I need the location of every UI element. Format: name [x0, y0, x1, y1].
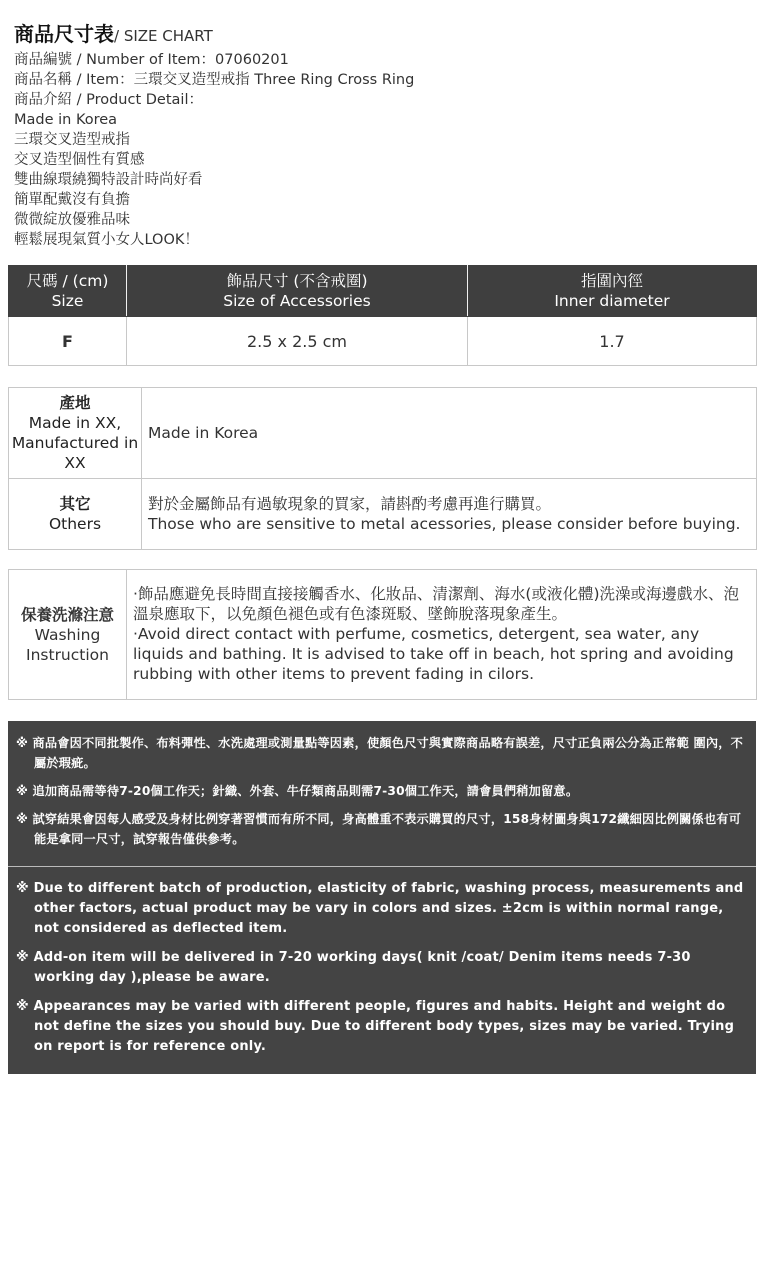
info-line: 輕鬆展現氣質小女人LOOK！	[14, 232, 199, 248]
others-row	[9, 479, 757, 550]
info-item-name: 商品名稱 / Item：三環交叉造型戒指 Three Ring Cross Ring	[14, 72, 415, 88]
washing-value: ‧飾品應避免長時間直接接觸香水、化妝品、清潔劑、海水(或液化體)洗澡或海邊戲水、泡溫泉應取下，以免顏色褪色或有色漆斑駁、墜飾脫落現象產生。 ‧Avoid direct contact with perfume, cosmetics, detergent, sea water, any liquids and bathing. It is advised to take off in beach, hot spring and avoiding rubbing with other items to prevent fading in cilors.	[127, 570, 757, 700]
info-line: 雙曲線環繞獨特設計時尚好看	[14, 172, 203, 188]
info-product-detail: 商品介紹 / Product Detail：	[14, 92, 203, 108]
note-item: ※ Due to different batch of production, elasticity of fabric, washing process, measurements and other factors, actual product may be vary in colors and sizes. ±2cm is within normal range, not considered as deflected item.	[16, 881, 744, 936]
header-inner-diameter: 指圍內徑 Inner diameter	[468, 266, 757, 317]
header-size: 尺碼 / (cm) Size	[9, 266, 127, 317]
washing-row	[9, 570, 757, 700]
washing-table	[8, 569, 757, 700]
title-chinese: 商品尺寸表	[14, 22, 114, 46]
cell-accessory-size: 2.5 x 2.5 cm	[127, 317, 468, 366]
others-value: 對於金屬飾品有過敏現象的買家，請斟酌考慮再進行購買。 Those who are sensitive to metal acessories, please consider before buying.	[142, 479, 757, 550]
info-line: 交叉造型個性有質感	[14, 152, 145, 168]
product-info	[14, 50, 414, 250]
info-line: 三環交叉造型戒指	[14, 132, 130, 148]
note-item: ※ 追加商品需等待7-20個工作天；針織、外套、牛仔類商品則需7-30個工作天，請會員們稍加留意。	[16, 784, 579, 798]
notes-chinese	[8, 721, 756, 867]
info-line: 簡單配戴沒有負擔	[14, 192, 130, 208]
washing-label: 保養洗滌注意 Washing Instruction	[9, 570, 127, 700]
note-item: ※ 試穿結果會因每人感受及身材比例穿著習慣而有所不同，身高體重不表示購買的尺寸，158身材圖身與172纖細因比例關係也有可能是拿同一尺寸，試穿報告僅供參考。	[16, 812, 742, 846]
size-table-header	[9, 266, 757, 317]
origin-value: Made in Korea	[142, 388, 757, 479]
info-item-number: 商品編號 / Number of Item：07060201	[14, 52, 289, 68]
size-table	[8, 265, 757, 366]
title-english: / SIZE CHART	[114, 27, 213, 45]
info-line: 微微綻放優雅品味	[14, 212, 130, 228]
origin-label: 產地 Made in XX, Manufactured in XX	[9, 388, 142, 479]
origin-table	[8, 387, 757, 550]
notes-box	[8, 721, 756, 1074]
note-item: ※ 商品會因不同批製作、布料彈性、水洗處理或測量點等因素，使顏色尺寸與實際商品略有誤差，尺寸正負兩公分為正常範 圍內，不屬於瑕疵。	[16, 736, 744, 770]
info-line: Made in Korea	[14, 112, 118, 128]
header-accessory-size: 飾品尺寸 (不含戒圈) Size of Accessories	[127, 266, 468, 317]
note-item: ※ Appearances may be varied with different people, figures and habits. Height and weight do not define the sizes you should buy. Due to different body types, sizes may be varied. Trying on report is for reference only.	[16, 999, 735, 1054]
origin-row	[9, 388, 757, 479]
others-label: 其它 Others	[9, 479, 142, 550]
table-row	[9, 317, 757, 366]
cell-size: F	[9, 317, 127, 366]
page-title	[14, 18, 213, 47]
note-item: ※ Add-on item will be delivered in 7-20 working days( knit /coat/ Denim items needs 7-30 working day ),please be aware.	[16, 950, 691, 985]
cell-inner-diameter: 1.7	[468, 317, 757, 366]
notes-english	[8, 867, 756, 1057]
